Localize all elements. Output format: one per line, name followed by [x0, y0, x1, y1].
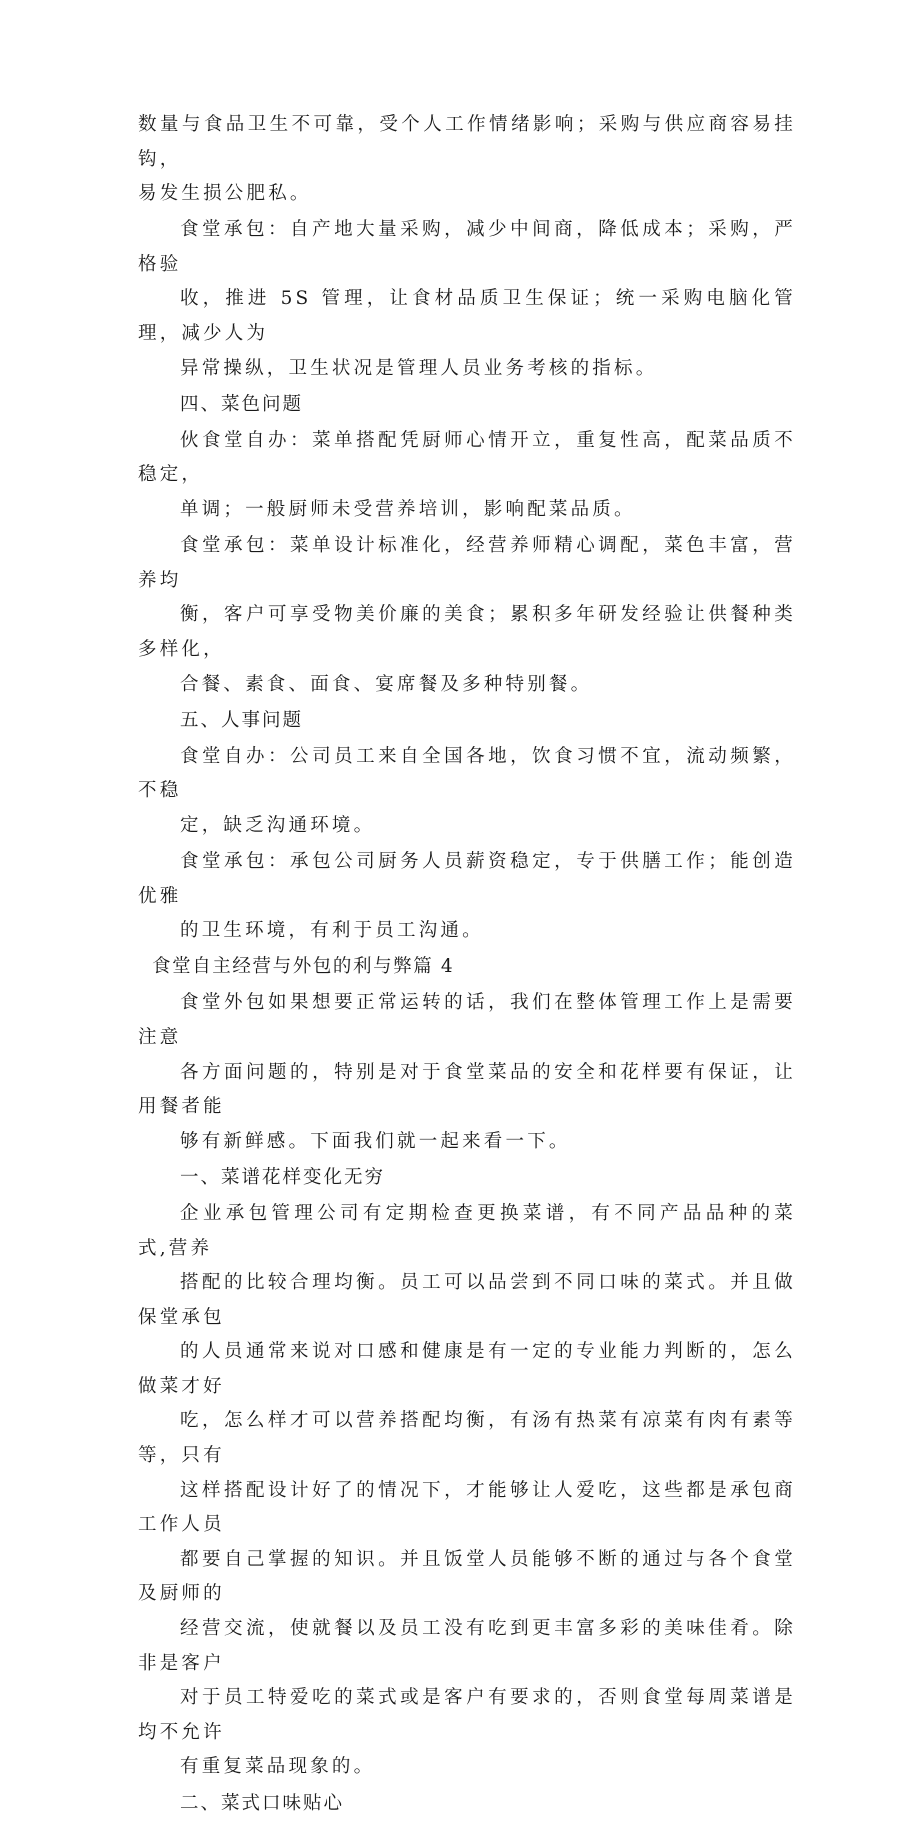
- text-line: 这样搭配设计好了的情况下，才能够让人爱吃，这些都是承包商工作人员: [138, 1479, 796, 1536]
- text-line: 有重复菜品现象的。: [180, 1756, 376, 1778]
- text-line: 经营交流，使就餐以及员工没有吃到更丰富多彩的美味佳肴。除非是客户: [138, 1618, 796, 1674]
- text-line: 食堂承包：自产地大量采购，减少中间商，降低成本；采购，严格验: [138, 219, 796, 275]
- paragraph-continuation: [138, 108, 796, 212]
- text-line: 合餐、素食、面食、宴席餐及多种特别餐。: [180, 673, 593, 695]
- paragraph-self-run-staff: [138, 740, 796, 844]
- heading-menu-variety: [138, 1161, 796, 1196]
- text-line: 易发生损公肥私。: [138, 183, 312, 205]
- heading-dish-issues: [138, 388, 796, 423]
- text-line: 定，缺乏沟通环境。: [180, 814, 376, 836]
- heading-text: 二、菜式口味贴心: [180, 1792, 345, 1814]
- text-line: 食堂承包：菜单设计标准化，经营养师精心调配，菜色丰富，营养均: [138, 535, 796, 591]
- text-line: 的卫生环境，有利于员工沟通。: [180, 920, 484, 942]
- text-line: 各方面问题的，特别是对于食堂菜品的安全和花样要有保证，让用餐者能: [138, 1061, 796, 1118]
- text-line: 企业承包管理公司有定期检查更换菜谱，有不同产品品种的菜式,营养: [138, 1202, 796, 1259]
- paragraph-contract-staff: [138, 845, 796, 949]
- text-line: 伙食堂自办：菜单搭配凭厨师心情开立，重复性高，配菜品质不稳定，: [138, 429, 796, 486]
- text-line: 单调；一般厨师未受营养培训，影响配菜品质。: [180, 499, 636, 521]
- paragraph-outsourcing-intro: [138, 986, 796, 1159]
- text-line: 异常操纵，卫生状况是管理人员业务考核的指标。: [180, 357, 658, 379]
- text-line: 数量与食品卫生不可靠，受个人工作情绪影响；采购与供应商容易挂钩，: [138, 114, 796, 170]
- text-line: 都要自己掌握的知识。并且饭堂人员能够不断的通过与各个食堂及厨师的: [138, 1548, 796, 1605]
- paragraph-canteen-contract-procurement: [138, 213, 796, 386]
- text-line: 搭配的比较合理均衡。员工可以品尝到不同口味的菜式。并且做保堂承包: [138, 1272, 796, 1328]
- text-line: 对于员工特爱吃的菜式或是客户有要求的，否则食堂每周菜谱是均不允许: [138, 1687, 796, 1743]
- heading-text: 五、人事问题: [180, 709, 304, 731]
- heading-text: 一、菜谱花样变化无穷: [180, 1166, 386, 1188]
- paragraph-self-run-menu: [138, 424, 796, 528]
- section-title: [152, 950, 796, 985]
- text-line: 收，推进 5S 管理，让食材品质卫生保证；统一采购电脑化管理，减少人为: [138, 288, 796, 345]
- text-line: 够有新鲜感。下面我们就一起来看一下。: [180, 1130, 571, 1152]
- heading-personnel-issues: [138, 704, 796, 739]
- section-title-text: 食堂自主经营与外包的利与弊篇 4: [152, 956, 455, 978]
- text-line: 的人员通常来说对口感和健康是有一定的专业能力判断的，怎么做菜才好: [138, 1341, 796, 1397]
- heading-dish-flavor: [138, 1787, 796, 1822]
- text-line: 吃，怎么样才可以营养搭配均衡，有汤有热菜有凉菜有肉有素等等，只有: [138, 1410, 796, 1467]
- text-line: 衡，客户可享受物美价廉的美食；累积多年研发经验让供餐种类多样化，: [138, 604, 796, 660]
- document-body: [138, 108, 796, 1823]
- text-line: 食堂自办：公司员工来自全国各地，饮食习惯不宜，流动频繁，不稳: [138, 745, 796, 802]
- paragraph-menu-variety: [138, 1197, 796, 1785]
- text-line: 食堂承包：承包公司厨务人员薪资稳定，专于供膳工作；能创造优雅: [138, 850, 796, 907]
- heading-text: 四、菜色问题: [180, 393, 304, 415]
- paragraph-contract-menu: [138, 529, 796, 702]
- text-line: 食堂外包如果想要正常运转的话，我们在整体管理工作上是需要注意: [138, 992, 796, 1048]
